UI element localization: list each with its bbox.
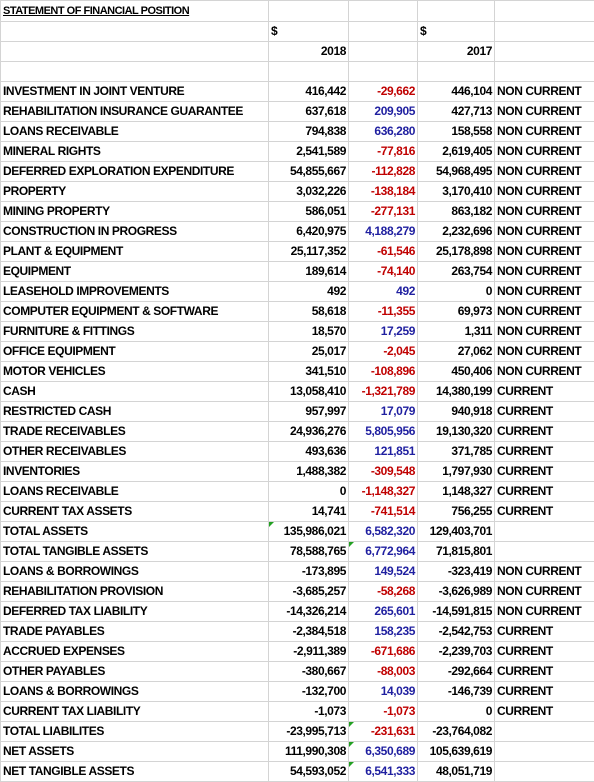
value-2017-cell[interactable]: 0 [418, 282, 495, 302]
value-2018-cell[interactable]: 2,541,589 [269, 142, 349, 162]
value-2017-cell[interactable]: 371,785 [418, 442, 495, 462]
value-2017-cell[interactable]: 19,130,320 [418, 422, 495, 442]
change-cell[interactable]: 6,582,320 [349, 522, 418, 542]
empty-cell[interactable] [418, 62, 495, 82]
sheet-title: STATEMENT OF FINANCIAL POSITION [3, 5, 190, 17]
value-2018-cell[interactable]: 78,588,765 [269, 542, 349, 562]
row-label-cell[interactable]: TOTAL TANGIBLE ASSETS [1, 542, 269, 562]
category-cell[interactable]: NON CURRENT [495, 602, 594, 622]
table-row [1, 342, 594, 362]
category-cell[interactable] [495, 742, 594, 762]
value-2017-cell[interactable]: 27,062 [418, 342, 495, 362]
empty-cell[interactable] [1, 62, 269, 82]
year-header-row [1, 42, 594, 62]
value-2018-cell[interactable]: 492 [269, 282, 349, 302]
value-2017-cell[interactable]: 54,968,495 [418, 162, 495, 182]
category-cell[interactable]: NON CURRENT [495, 242, 594, 262]
value-2017-cell[interactable]: 863,182 [418, 202, 495, 222]
category-cell[interactable]: CURRENT [495, 642, 594, 662]
value-2017-cell[interactable]: 14,380,199 [418, 382, 495, 402]
table-row [1, 422, 594, 442]
empty-cell[interactable] [495, 42, 594, 62]
value-2017-cell[interactable]: 1,148,327 [418, 482, 495, 502]
value-2017-cell[interactable]: 0 [418, 702, 495, 722]
row-label-cell[interactable]: DEFERRED TAX LIABILITY [1, 602, 269, 622]
change-cell[interactable]: 121,851 [349, 442, 418, 462]
table-row [1, 322, 594, 342]
table-row [1, 402, 594, 422]
value-2017-cell[interactable]: -14,591,815 [418, 602, 495, 622]
currency-cell-2018[interactable]: $ [269, 22, 349, 42]
value-2018-cell[interactable]: -173,895 [269, 562, 349, 582]
row-label-cell[interactable]: PLANT & EQUIPMENT [1, 242, 269, 262]
value-2017-cell[interactable]: -292,664 [418, 662, 495, 682]
table-row [1, 742, 594, 762]
value-2018-cell[interactable]: 111,990,308 [269, 742, 349, 762]
row-label-cell[interactable]: COMPUTER EQUIPMENT & SOFTWARE [1, 302, 269, 322]
value-2018-cell[interactable]: 189,614 [269, 262, 349, 282]
value-2017-cell[interactable]: 1,797,930 [418, 462, 495, 482]
category-cell[interactable]: NON CURRENT [495, 162, 594, 182]
change-cell[interactable]: 209,905 [349, 102, 418, 122]
empty-cell[interactable] [495, 22, 594, 42]
change-cell[interactable]: -277,131 [349, 202, 418, 222]
table-row [1, 142, 594, 162]
table-row [1, 202, 594, 222]
change-cell[interactable]: -741,514 [349, 502, 418, 522]
value-2017-cell[interactable]: 450,406 [418, 362, 495, 382]
category-cell[interactable]: NON CURRENT [495, 82, 594, 102]
category-cell[interactable]: CURRENT [495, 442, 594, 462]
category-cell[interactable]: NON CURRENT [495, 322, 594, 342]
row-label-cell[interactable]: LOANS RECEIVABLE [1, 122, 269, 142]
row-label-cell[interactable]: TOTAL LIABILITES [1, 722, 269, 742]
change-cell[interactable]: 6,772,964 [349, 542, 418, 562]
empty-cell[interactable] [349, 1, 418, 22]
value-2018-cell[interactable]: 13,058,410 [269, 382, 349, 402]
row-label-cell[interactable]: EQUIPMENT [1, 262, 269, 282]
table-row [1, 502, 594, 522]
change-cell[interactable]: -108,896 [349, 362, 418, 382]
change-cell[interactable]: 17,259 [349, 322, 418, 342]
value-2018-cell[interactable]: -3,685,257 [269, 582, 349, 602]
empty-cell[interactable] [418, 1, 495, 22]
table-row [1, 662, 594, 682]
empty-cell[interactable] [349, 22, 418, 42]
change-cell[interactable]: 265,601 [349, 602, 418, 622]
change-cell[interactable]: -11,355 [349, 302, 418, 322]
value-2018-cell[interactable]: 3,032,226 [269, 182, 349, 202]
value-2018-cell[interactable]: 794,838 [269, 122, 349, 142]
row-label-cell[interactable]: LOANS & BORROWINGS [1, 682, 269, 702]
value-2017-cell[interactable]: 71,815,801 [418, 542, 495, 562]
change-cell[interactable]: 158,235 [349, 622, 418, 642]
category-cell[interactable]: NON CURRENT [495, 102, 594, 122]
row-label-cell[interactable]: LEASEHOLD IMPROVEMENTS [1, 282, 269, 302]
value-2017-cell[interactable]: -323,419 [418, 562, 495, 582]
value-2018-cell[interactable]: 6,420,975 [269, 222, 349, 242]
value-2018-cell[interactable]: -132,700 [269, 682, 349, 702]
change-cell[interactable]: 636,280 [349, 122, 418, 142]
value-2017-cell[interactable]: 2,232,696 [418, 222, 495, 242]
change-cell[interactable]: -309,548 [349, 462, 418, 482]
change-cell[interactable]: 14,039 [349, 682, 418, 702]
value-2017-cell[interactable]: -2,239,703 [418, 642, 495, 662]
category-cell[interactable]: CURRENT [495, 482, 594, 502]
sheet-title-cell[interactable] [1, 1, 269, 22]
value-2017-cell[interactable]: 263,754 [418, 262, 495, 282]
category-cell[interactable] [495, 522, 594, 542]
row-label-cell[interactable]: MINERAL RIGHTS [1, 142, 269, 162]
table-row [1, 362, 594, 382]
change-cell[interactable]: -77,816 [349, 142, 418, 162]
row-label-cell[interactable]: OFFICE EQUIPMENT [1, 342, 269, 362]
row-label-cell[interactable]: REHABILITATION INSURANCE GUARANTEE [1, 102, 269, 122]
category-cell[interactable]: CURRENT [495, 662, 594, 682]
empty-cell[interactable] [349, 42, 418, 62]
change-cell[interactable]: 5,805,956 [349, 422, 418, 442]
table-row [1, 462, 594, 482]
category-cell[interactable]: NON CURRENT [495, 342, 594, 362]
empty-cell[interactable] [269, 62, 349, 82]
category-cell[interactable]: CURRENT [495, 422, 594, 442]
category-cell[interactable]: CURRENT [495, 622, 594, 642]
empty-cell[interactable] [495, 62, 594, 82]
value-2018-cell[interactable]: 341,510 [269, 362, 349, 382]
table-row [1, 182, 594, 202]
category-cell[interactable] [495, 762, 594, 782]
row-label-cell[interactable]: MOTOR VEHICLES [1, 362, 269, 382]
value-2017-cell[interactable]: 129,403,701 [418, 522, 495, 542]
row-label-cell[interactable]: CASH [1, 382, 269, 402]
category-cell[interactable]: NON CURRENT [495, 362, 594, 382]
change-cell[interactable]: -29,662 [349, 82, 418, 102]
year-2017-header[interactable]: 2017 [418, 42, 495, 62]
row-label-cell[interactable]: OTHER RECEIVABLES [1, 442, 269, 462]
value-2018-cell[interactable]: 135,986,021 [269, 522, 349, 542]
table-row [1, 282, 594, 302]
table-row [1, 562, 594, 582]
table-row [1, 122, 594, 142]
value-2017-cell[interactable]: 158,558 [418, 122, 495, 142]
table-row [1, 682, 594, 702]
table-row [1, 442, 594, 462]
category-cell[interactable] [495, 722, 594, 742]
category-cell[interactable] [495, 542, 594, 562]
category-cell[interactable]: CURRENT [495, 702, 594, 722]
value-2018-cell[interactable]: 416,442 [269, 82, 349, 102]
row-label-cell[interactable]: CONSTRUCTION IN PROGRESS [1, 222, 269, 242]
table-row [1, 262, 594, 282]
value-2018-cell[interactable]: 493,636 [269, 442, 349, 462]
value-2017-cell[interactable]: 940,918 [418, 402, 495, 422]
value-2018-cell[interactable]: -2,911,389 [269, 642, 349, 662]
change-cell[interactable]: 6,350,689 [349, 742, 418, 762]
value-2018-cell[interactable]: -14,326,214 [269, 602, 349, 622]
title-row [1, 1, 594, 22]
row-label-cell[interactable]: REHABILITATION PROVISION [1, 582, 269, 602]
blank-row [1, 62, 594, 82]
value-2017-cell[interactable]: 25,178,898 [418, 242, 495, 262]
table-row [1, 102, 594, 122]
value-2018-cell[interactable]: -23,995,713 [269, 722, 349, 742]
change-cell[interactable]: 6,541,333 [349, 762, 418, 782]
row-label-cell[interactable]: NET ASSETS [1, 742, 269, 762]
value-2018-cell[interactable]: 957,997 [269, 402, 349, 422]
value-2017-cell[interactable]: 446,104 [418, 82, 495, 102]
value-2017-cell[interactable]: 69,973 [418, 302, 495, 322]
value-2018-cell[interactable]: 54,593,052 [269, 762, 349, 782]
table-row [1, 642, 594, 662]
value-2017-cell[interactable]: 3,170,410 [418, 182, 495, 202]
value-2017-cell[interactable]: 427,713 [418, 102, 495, 122]
currency-cell-2017[interactable]: $ [418, 22, 495, 42]
category-cell[interactable]: CURRENT [495, 402, 594, 422]
row-label-cell[interactable]: TRADE RECEIVABLES [1, 422, 269, 442]
value-2017-cell[interactable]: -3,626,989 [418, 582, 495, 602]
change-cell[interactable]: 17,079 [349, 402, 418, 422]
row-label-cell[interactable]: OTHER PAYABLES [1, 662, 269, 682]
empty-cell[interactable] [1, 22, 269, 42]
table-row [1, 622, 594, 642]
value-2017-cell[interactable]: 105,639,619 [418, 742, 495, 762]
table-row [1, 302, 594, 322]
value-2017-cell[interactable]: -146,739 [418, 682, 495, 702]
value-2018-cell[interactable]: 25,017 [269, 342, 349, 362]
value-2017-cell[interactable]: 756,255 [418, 502, 495, 522]
row-label-cell[interactable]: INVESTMENT IN JOINT VENTURE [1, 82, 269, 102]
row-label-cell[interactable]: FURNITURE & FITTINGS [1, 322, 269, 342]
value-2018-cell[interactable]: 1,488,382 [269, 462, 349, 482]
value-2017-cell[interactable]: 2,619,405 [418, 142, 495, 162]
table-row [1, 242, 594, 262]
category-cell[interactable]: NON CURRENT [495, 582, 594, 602]
change-cell[interactable]: -61,546 [349, 242, 418, 262]
row-label-cell[interactable]: ACCRUED EXPENSES [1, 642, 269, 662]
row-label-cell[interactable]: LOANS & BORROWINGS [1, 562, 269, 582]
value-2018-cell[interactable]: -1,073 [269, 702, 349, 722]
row-label-cell[interactable]: RESTRICTED CASH [1, 402, 269, 422]
category-cell[interactable]: NON CURRENT [495, 222, 594, 242]
value-2018-cell[interactable]: 58,618 [269, 302, 349, 322]
row-label-cell[interactable]: DEFERRED EXPLORATION EXPENDITURE [1, 162, 269, 182]
change-cell[interactable]: 492 [349, 282, 418, 302]
table-row [1, 482, 594, 502]
change-cell[interactable]: -671,686 [349, 642, 418, 662]
row-label-cell[interactable]: NET TANGIBLE ASSETS [1, 762, 269, 782]
empty-cell[interactable] [269, 1, 349, 22]
value-2017-cell[interactable]: 1,311 [418, 322, 495, 342]
change-cell[interactable]: -88,003 [349, 662, 418, 682]
change-cell[interactable]: -138,184 [349, 182, 418, 202]
change-cell[interactable]: 149,524 [349, 562, 418, 582]
year-2018-header[interactable]: 2018 [269, 42, 349, 62]
table-row [1, 522, 594, 542]
value-2017-cell[interactable]: 48,051,719 [418, 762, 495, 782]
change-cell[interactable]: -58,268 [349, 582, 418, 602]
table-row [1, 162, 594, 182]
value-2017-cell[interactable]: -2,542,753 [418, 622, 495, 642]
row-label-cell[interactable]: INVENTORIES [1, 462, 269, 482]
category-cell[interactable]: NON CURRENT [495, 182, 594, 202]
value-2018-cell[interactable]: 637,618 [269, 102, 349, 122]
change-cell[interactable]: -231,631 [349, 722, 418, 742]
category-cell[interactable]: CURRENT [495, 382, 594, 402]
table-row [1, 602, 594, 622]
row-label-cell[interactable]: TOTAL ASSETS [1, 522, 269, 542]
value-2018-cell[interactable]: 586,051 [269, 202, 349, 222]
value-2018-cell[interactable]: 54,855,667 [269, 162, 349, 182]
value-2018-cell[interactable]: -380,667 [269, 662, 349, 682]
category-cell[interactable]: CURRENT [495, 462, 594, 482]
empty-cell[interactable] [1, 42, 269, 62]
table-row [1, 382, 594, 402]
value-2017-cell[interactable]: -23,764,082 [418, 722, 495, 742]
change-cell[interactable]: -112,828 [349, 162, 418, 182]
value-2018-cell[interactable]: 14,741 [269, 502, 349, 522]
table-row [1, 702, 594, 722]
empty-cell[interactable] [495, 1, 594, 22]
value-2018-cell[interactable]: 18,570 [269, 322, 349, 342]
currency-row [1, 22, 594, 42]
empty-cell[interactable] [349, 62, 418, 82]
value-2018-cell[interactable]: 0 [269, 482, 349, 502]
row-label-cell[interactable]: LOANS RECEIVABLE [1, 482, 269, 502]
row-label-cell[interactable]: MINING PROPERTY [1, 202, 269, 222]
category-cell[interactable]: NON CURRENT [495, 122, 594, 142]
category-cell[interactable]: NON CURRENT [495, 282, 594, 302]
change-cell[interactable]: -74,140 [349, 262, 418, 282]
category-cell[interactable]: CURRENT [495, 502, 594, 522]
value-2018-cell[interactable]: -2,384,518 [269, 622, 349, 642]
change-cell[interactable]: -1,148,327 [349, 482, 418, 502]
row-label-cell[interactable]: CURRENT TAX LIABILITY [1, 702, 269, 722]
row-label-cell[interactable]: TRADE PAYABLES [1, 622, 269, 642]
category-cell[interactable]: NON CURRENT [495, 142, 594, 162]
value-2018-cell[interactable]: 24,936,276 [269, 422, 349, 442]
category-cell[interactable]: CURRENT [495, 682, 594, 702]
table-row [1, 542, 594, 562]
category-cell[interactable]: NON CURRENT [495, 302, 594, 322]
value-2018-cell[interactable]: 25,117,352 [269, 242, 349, 262]
change-cell[interactable]: -1,321,789 [349, 382, 418, 402]
table-row [1, 722, 594, 742]
category-cell[interactable]: NON CURRENT [495, 202, 594, 222]
table-row [1, 82, 594, 102]
change-cell[interactable]: -1,073 [349, 702, 418, 722]
category-cell[interactable]: NON CURRENT [495, 262, 594, 282]
table-row [1, 762, 594, 782]
table-row [1, 222, 594, 242]
category-cell[interactable]: NON CURRENT [495, 562, 594, 582]
row-label-cell[interactable]: PROPERTY [1, 182, 269, 202]
change-cell[interactable]: 4,188,279 [349, 222, 418, 242]
row-label-cell[interactable]: CURRENT TAX ASSETS [1, 502, 269, 522]
table-row [1, 582, 594, 602]
change-cell[interactable]: -2,045 [349, 342, 418, 362]
